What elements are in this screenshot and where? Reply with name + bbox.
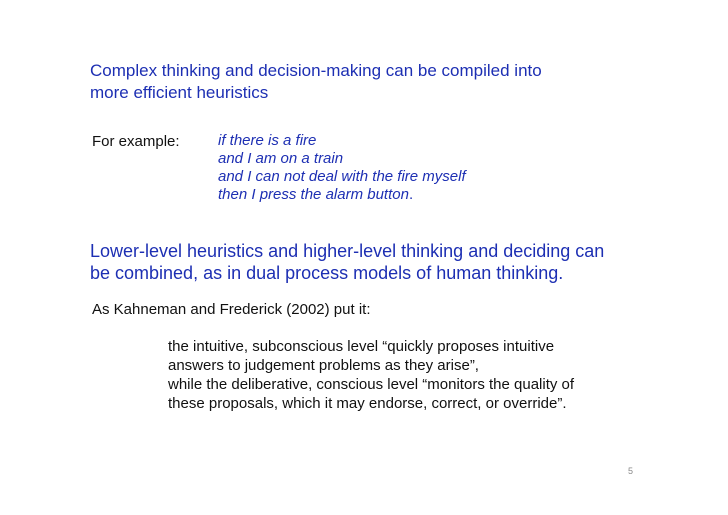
kahneman-quote	[168, 337, 574, 413]
heading-2-line-1: Lower-level heuristics and higher-level thinking and deciding can	[90, 241, 605, 261]
example-label: For example:	[92, 133, 180, 150]
example-rule-line-4	[218, 186, 466, 204]
quote-line-4: these proposals, which it may endorse, correct, or override”.	[168, 395, 567, 412]
heading-dual-process	[90, 240, 680, 284]
quote-line-1: the intuitive, subconscious level “quickly proposes intuitive	[168, 338, 555, 355]
heading-2-line-2: be combined, as in dual process models of human thinking.	[90, 263, 564, 283]
quote-line-2: answers to judgement problems as they arise”,	[168, 357, 479, 374]
quote-line-3: while the deliberative, conscious level “monitors the quality of	[168, 376, 575, 393]
heading-compiled-heuristics	[90, 60, 650, 104]
example-rule-line-4-text: then I press the alarm button	[218, 186, 409, 203]
heading-1-line-1: Complex thinking and decision-making can be compiled into	[90, 61, 542, 80]
heading-1-line-2: more efficient heuristics	[90, 83, 269, 102]
example-rule-line-1: if there is a fire	[218, 132, 317, 149]
example-rule-line-3: and I can not deal with the fire myself	[218, 168, 466, 185]
slide-number: 5	[628, 466, 634, 476]
example-rule	[218, 132, 466, 204]
example-rule-period: .	[408, 186, 414, 203]
example-rule-line-2: and I am on a train	[218, 150, 344, 167]
citation-intro: As Kahneman and Frederick (2002) put it:	[92, 301, 371, 318]
